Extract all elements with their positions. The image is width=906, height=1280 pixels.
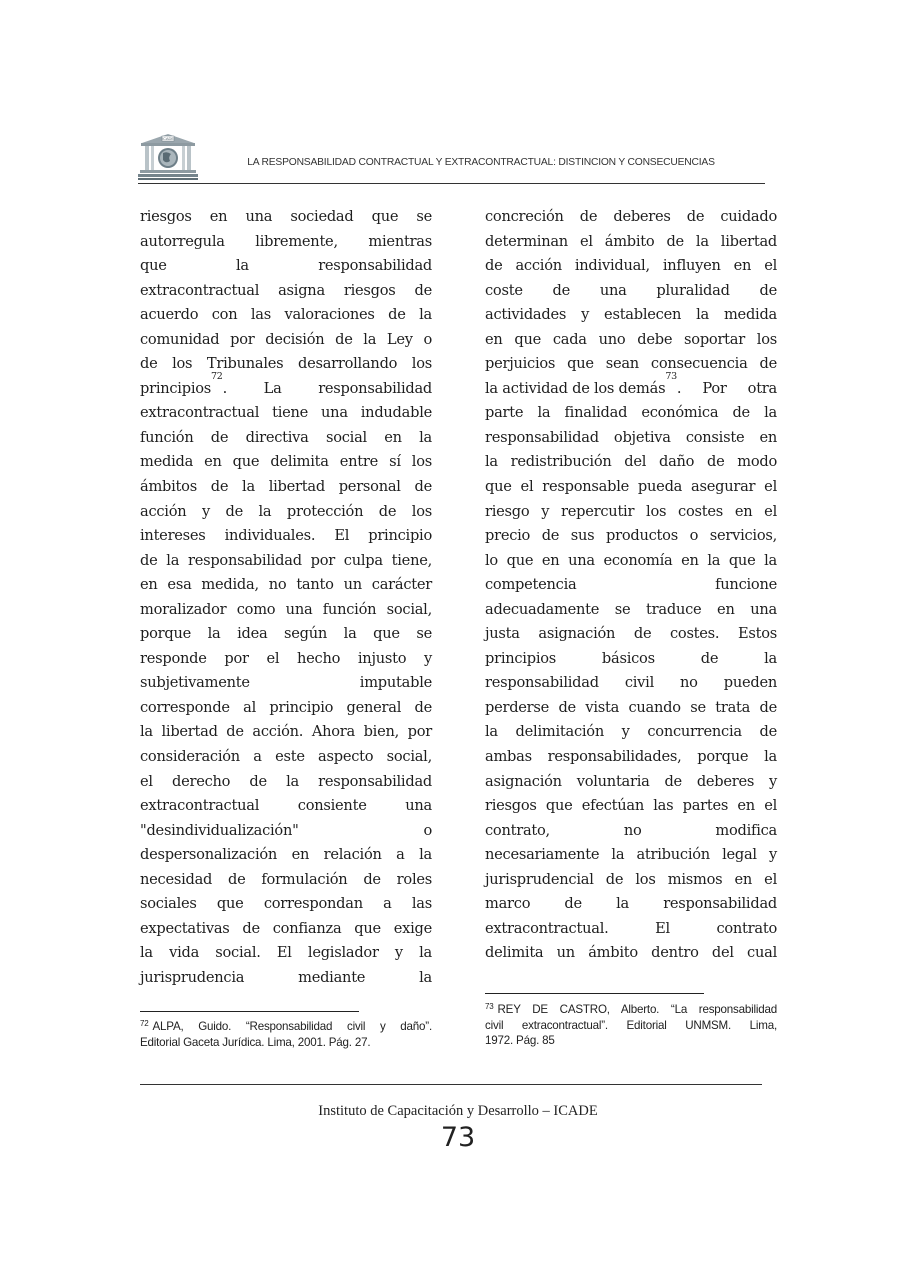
footnote-line: Editorial Gaceta Jurídica. Lima, 2001. Pág. 27. — [140, 1035, 371, 1049]
text-line: marco de la responsabilidad — [485, 895, 777, 913]
text-line: función de directiva social en la — [140, 428, 432, 446]
text-line: responsabilidad objetiva consiste en — [485, 428, 777, 446]
text-line: extracontractual tiene una indudable — [140, 404, 432, 422]
text-line: que la responsabilidad — [140, 257, 432, 275]
text-line-with-footnote — [140, 370, 432, 402]
text-line: extracontractual asigna riesgos de — [140, 281, 432, 299]
right-text-column — [485, 205, 777, 966]
text-line: la delimitación y concurrencia de — [485, 723, 777, 741]
text-line: moralizador como una función social, — [140, 600, 432, 618]
text-line: ámbitos de la libertad personal de — [140, 478, 432, 496]
text-line: parte la finalidad económica de la — [485, 404, 777, 422]
text-line: porque la idea según la que se — [140, 625, 432, 643]
text-line: de acción individual, influyen en el — [485, 257, 777, 275]
text-line: adecuadamente se traduce en una — [485, 600, 777, 618]
text-line: precio de sus productos o servicios, — [485, 527, 777, 545]
text-line: acuerdo con las valoraciones de la — [140, 306, 432, 324]
text-line: la redistribución del daño de modo — [485, 453, 777, 471]
text-line: jurisprudencia mediante la — [140, 968, 432, 986]
header-rule — [138, 183, 765, 184]
text-line: principios básicos de la — [485, 649, 777, 667]
text-line: intereses individuales. El principio — [140, 527, 432, 545]
text-line: comunidad por decisión de la Ley o — [140, 330, 432, 348]
text-line: jurisprudencial de los mismos en el — [485, 870, 777, 888]
text-line: competencia funcione — [485, 576, 777, 594]
text-line: asignación voluntaria de deberes y — [485, 772, 777, 790]
text-fragment: la actividad de los demás — [485, 379, 666, 397]
footnote-ref-72: 72 — [211, 370, 223, 382]
text-line: concreción de deberes de cuidado — [485, 208, 777, 225]
footer-rule — [140, 1084, 762, 1085]
footnote-ref-73: 73 — [665, 370, 677, 382]
text-line: sociales que correspondan a las — [140, 895, 432, 913]
text-fragment: . Por otra — [676, 379, 777, 397]
text-line: autorregula libremente, mientras — [140, 232, 432, 250]
left-text-column — [140, 205, 432, 991]
text-line: de los Tribunales desarrollando los — [140, 355, 432, 373]
text-line: en que cada uno debe soportar los — [485, 330, 777, 348]
running-header-title: LA RESPONSABILIDAD CONTRACTUAL Y EXTRACONTRACTUAL: DISTINCION Y CONSECUENCIAS — [247, 157, 715, 168]
text-line: responsabilidad civil no pueden — [485, 674, 777, 692]
text-line: contrato, no modifica — [485, 821, 777, 839]
text-line: en esa medida, no tanto un carácter — [140, 576, 432, 594]
text-line: lo que en una economía en la que la — [485, 551, 777, 569]
text-line: despersonalización en relación a la — [140, 846, 432, 864]
text-line: perderse de vista cuando se trata de — [485, 698, 777, 716]
text-line: medida en que delimita entre sí los — [140, 453, 432, 471]
text-fragment: . La responsabilidad — [222, 379, 432, 397]
text-line: extracontractual. El contrato — [485, 919, 777, 937]
footnote-line: civil extracontractual”. Editorial UNMSM. Lima, — [485, 1018, 777, 1032]
text-line: ambas responsabilidades, porque la — [485, 748, 777, 766]
logo-text: ICADE — [161, 136, 175, 142]
text-line: actividades y establecen la medida — [485, 306, 777, 324]
text-line: consideración a este aspecto social, — [140, 748, 432, 766]
text-line: perjuicios que sean consecuencia de — [485, 355, 777, 373]
text-line: la libertad de acción. Ahora bien, por — [140, 723, 432, 741]
text-line: delimita un ámbito dentro del cual — [485, 944, 777, 962]
text-line: justa asignación de costes. Estos — [485, 625, 777, 643]
text-line: corresponde al principio general de — [140, 698, 432, 716]
text-line: necesariamente la atribución legal y — [485, 846, 777, 864]
page-number: 73 — [440, 1122, 476, 1153]
footnote-73 — [485, 1002, 777, 1049]
text-line: acción y de la protección de los — [140, 502, 432, 520]
footnote-line — [140, 1019, 432, 1035]
footnote-rule-left — [140, 1011, 359, 1012]
icade-logo — [138, 133, 198, 180]
text-line: "desindividualización" o — [140, 821, 432, 839]
footnote-rule-right — [485, 993, 704, 994]
text-line: riesgos en una sociedad que se — [140, 208, 432, 225]
footnote-number: 72 — [140, 1019, 149, 1028]
footnote-line: 1972. Pág. 85 — [485, 1034, 555, 1048]
text-line: necesidad de formulación de roles — [140, 870, 432, 888]
text-fragment: principios — [140, 379, 212, 397]
text-line: el derecho de la responsabilidad — [140, 772, 432, 790]
footnote-number: 73 — [485, 1002, 494, 1011]
text-line: subjetivamente imputable — [140, 674, 432, 692]
text-line: coste de una pluralidad de — [485, 281, 777, 299]
footer-institution: Instituto de Capacitación y Desarrollo – ICADE — [318, 1103, 598, 1119]
text-line: riesgo y repercutir los costes en el — [485, 502, 777, 520]
text-line: que el responsable pueda asegurar el — [485, 478, 777, 496]
text-line: de la responsabilidad por culpa tiene, — [140, 551, 432, 569]
footnote-text: ALPA, Guido. “Responsabilidad civil y daño”. — [152, 1020, 432, 1033]
text-line-with-footnote — [485, 370, 777, 402]
text-line: determinan el ámbito de la libertad — [485, 232, 777, 250]
text-line: riesgos que efectúan las partes en el — [485, 797, 777, 815]
footnote-line — [485, 1002, 777, 1018]
text-line: la vida social. El legislador y la — [140, 944, 432, 962]
text-line: expectativas de confianza que exige — [140, 919, 432, 937]
footnote-text: REY DE CASTRO, Alberto. “La responsabilidad — [497, 1003, 777, 1016]
footnote-72 — [140, 1019, 432, 1050]
text-line: responde por el hecho injusto y — [140, 649, 432, 667]
text-line: extracontractual consiente una — [140, 797, 432, 815]
